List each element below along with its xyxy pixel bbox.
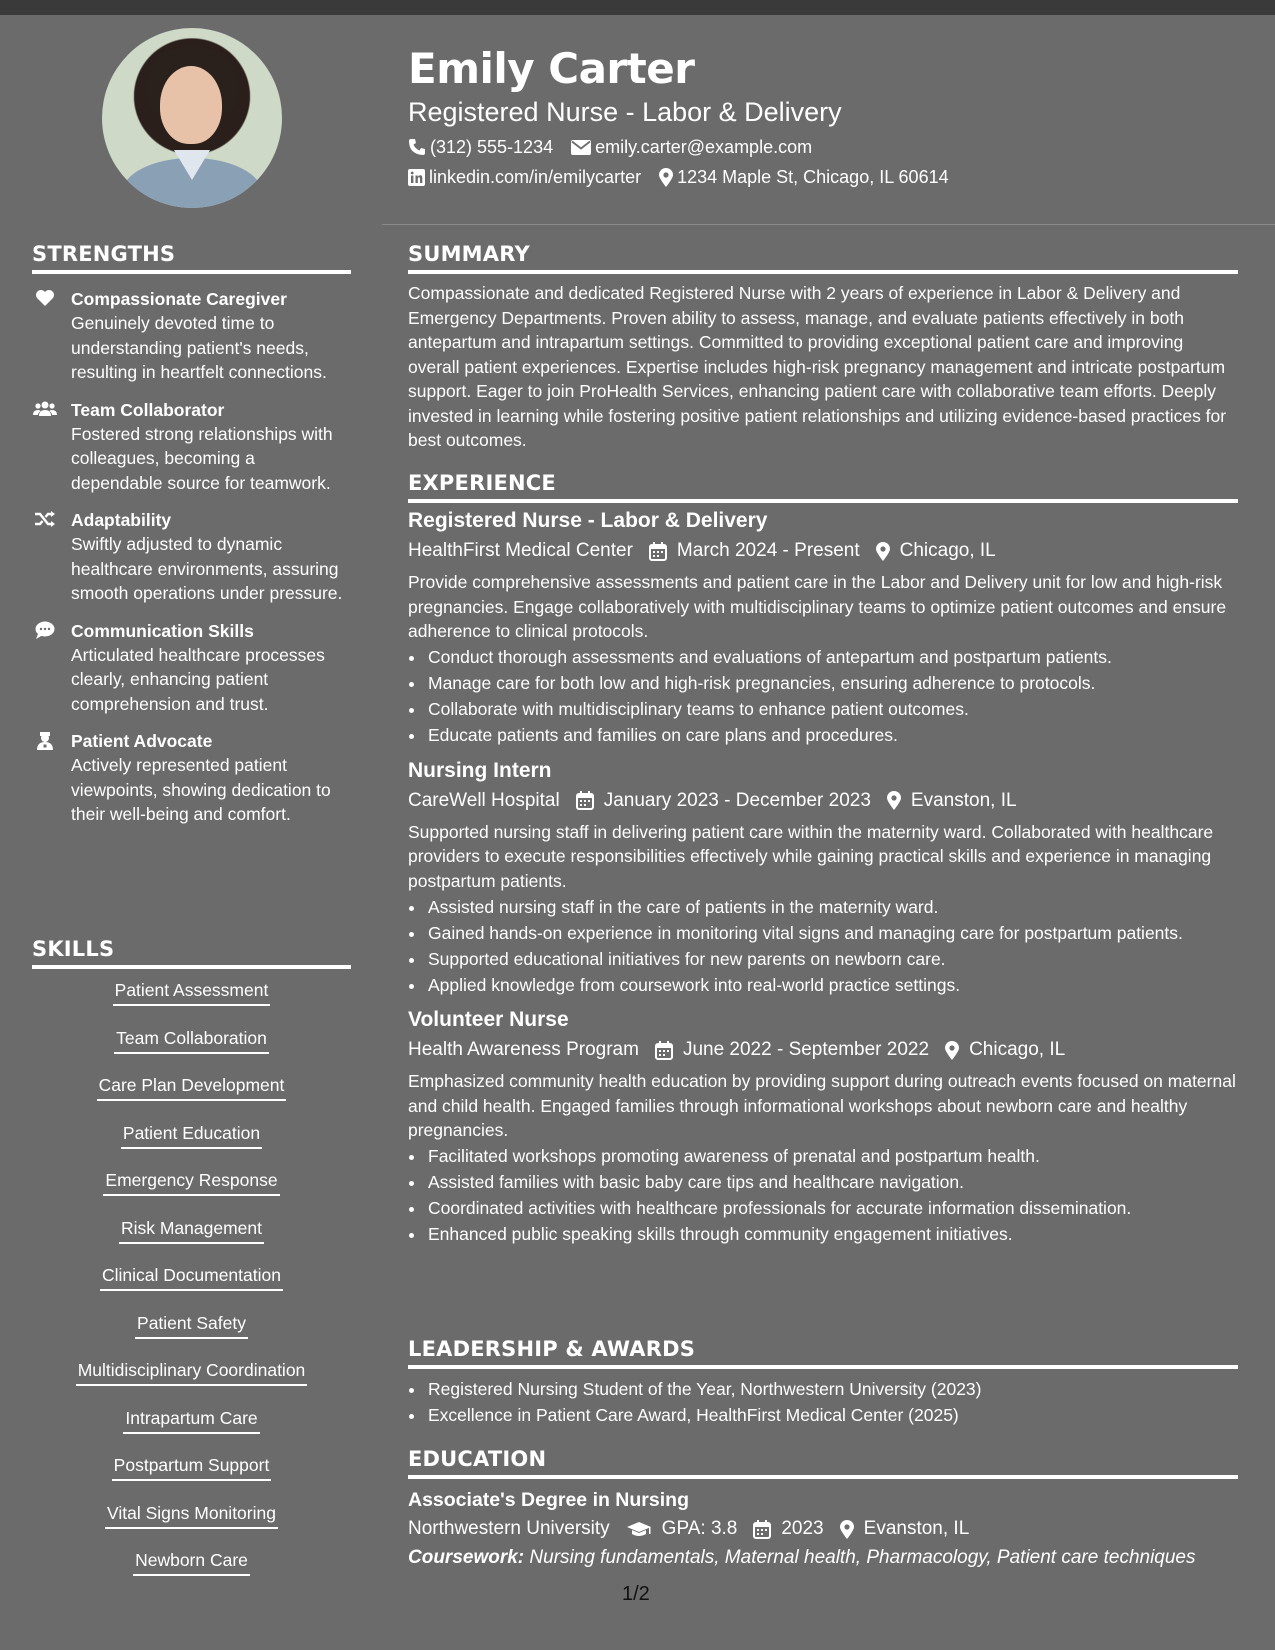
map-marker-icon — [840, 1520, 854, 1539]
list-item: • Supported educational initiatives for new parents on newborn care. — [426, 947, 1238, 972]
list-item: • Registered Nursing Student of the Year, Northwestern University (2023) — [426, 1377, 1238, 1402]
linkedin-contact[interactable] — [408, 165, 641, 189]
map-marker-icon — [659, 168, 673, 187]
strength-title: Adaptability — [71, 510, 172, 530]
users-icon — [32, 399, 58, 419]
phone-contact[interactable] — [408, 135, 553, 159]
strength-desc: Fostered strong relationships with colleagues, becoming a dependable source for teamwork. — [71, 423, 333, 493]
graduation-cap-icon — [626, 1521, 652, 1538]
skill-tag: Care Plan Development — [32, 1074, 351, 1101]
list-item: • Coordinated activities with healthcare professionals for accurate information dissemination. — [426, 1196, 1238, 1221]
skill-tag: Newborn Care — [32, 1549, 351, 1576]
job-description: Provide comprehensive assessments and patient care in the Labor and Delivery unit for low and high-risk pregnancies. Engage collaboratively with multidisciplinary teams to optimize patient outcomes and ensure adherence to clinical protocols. — [408, 572, 1227, 641]
user-nurse-icon — [32, 730, 58, 750]
skill-tag: Emergency Response — [32, 1169, 351, 1196]
strength-item — [32, 287, 351, 385]
skills-section — [32, 937, 351, 1597]
address-contact — [659, 165, 949, 189]
job-org: Health Awareness Program — [408, 1039, 639, 1060]
list-item: • Assisted families with basic baby care tips and healthcare navigation. — [426, 1170, 1238, 1195]
skill-tag: Team Collaboration — [32, 1027, 351, 1054]
skill-tag: Patient Assessment — [32, 979, 351, 1006]
strength-desc: Swiftly adjusted to dynamic healthcare environments, assuring smooth operations under pressure. — [71, 534, 343, 603]
skill-tag: Intrapartum Care — [32, 1407, 351, 1434]
job-location: Chicago, IL — [969, 1039, 1066, 1060]
list-item: • Enhanced public speaking skills through community engagement initiatives. — [426, 1222, 1238, 1247]
skill-tag: Risk Management — [32, 1217, 351, 1244]
shuffle-icon — [32, 509, 58, 529]
awards-list — [408, 1377, 1238, 1428]
strength-desc: Articulated healthcare processes clearly, enhancing patient comprehension and trust. — [71, 644, 325, 714]
skill-tag: Clinical Documentation — [32, 1264, 351, 1291]
job-org: HealthFirst Medical Center — [408, 540, 633, 561]
map-marker-icon — [887, 791, 901, 810]
avatar — [102, 28, 282, 208]
header-divider — [382, 224, 1275, 225]
gpa: GPA: 3.8 — [661, 1518, 738, 1539]
job-org: CareWell Hospital — [408, 789, 560, 811]
strength-desc: Genuinely devoted time to understanding patient's needs, resulting in heartfelt connections. — [71, 313, 327, 382]
skill-tag: Postpartum Support — [32, 1454, 351, 1481]
coursework-label: Coursework: — [408, 1547, 525, 1568]
envelope-icon — [571, 140, 591, 155]
list-item: • Excellence in Patient Care Award, HealthFirst Medical Center (2025) — [426, 1403, 1238, 1428]
strength-desc: Actively represented patient viewpoints, showing dedication to their well-being and comfort. — [71, 755, 331, 824]
job-entry — [408, 507, 1238, 748]
job-title: Volunteer Nurse — [408, 1008, 569, 1031]
strength-title: Patient Advocate — [71, 731, 213, 751]
awards-section — [408, 1337, 1238, 1429]
summary-title: SUMMARY — [408, 242, 1238, 274]
linkedin-url: linkedin.com/in/emilycarter — [429, 167, 642, 187]
list-item: • Collaborate with multidisciplinary teams to enhance patient outcomes. — [426, 697, 1238, 722]
heart-icon — [32, 288, 58, 308]
strength-title: Team Collaborator — [71, 399, 225, 420]
list-item: • Manage care for both low and high-risk pregnancies, ensuring adherence to protocols. — [426, 671, 1238, 696]
job-bullets — [408, 645, 1238, 748]
list-item: • Applied knowledge from coursework into real-world practice settings. — [426, 973, 1238, 998]
skill-tag: Multidisciplinary Coordination — [32, 1359, 351, 1386]
awards-title: LEADERSHIP & AWARDS — [408, 1337, 1238, 1369]
list-item: • Educate patients and families on care plans and procedures. — [426, 723, 1238, 748]
list-item: • Assisted nursing staff in the care of patients in the maternity ward. — [426, 895, 1238, 920]
strengths-title: STRENGTHS — [32, 242, 351, 274]
job-location: Evanston, IL — [910, 789, 1017, 811]
experience-section — [408, 471, 1238, 1248]
phone-icon — [408, 138, 426, 156]
strength-item — [32, 619, 351, 717]
job-location: Chicago, IL — [899, 540, 996, 561]
calendar-icon — [753, 1520, 771, 1539]
job-bullets — [408, 1144, 1238, 1247]
education-section — [408, 1447, 1238, 1570]
list-item: • Gained hands-on experience in monitoring vital signs and managing care for postpartum patients. — [426, 921, 1238, 946]
school-location: Evanston, IL — [863, 1518, 970, 1539]
strength-title: Communication Skills — [71, 620, 254, 641]
job-dates: January 2023 - December 2023 — [603, 789, 871, 811]
top-bar — [0, 0, 1275, 15]
school-name: Northwestern University — [408, 1518, 610, 1539]
candidate-role: Registered Nurse - Labor & Delivery — [408, 97, 842, 127]
summary-text: Compassionate and dedicated Registered Nurse with 2 years of experience in Labor & Delivery and Emergency Departments. Proven ability to assess, manage, and evaluate patients effectively in both antepartum and intrapartum settings. Committed to providing exceptional patient care and improving overall patient experiences. Expertise includes high-risk pregnancy management and intricate postpartum support. Eager to join ProHealth Services, enhancing patient care with collaborative team efforts. Deeply invested in learning while fostering positive patient relationships and utilizing evidence-based practices for best outcomes. — [408, 283, 1227, 450]
strength-item — [32, 508, 351, 606]
calendar-icon — [649, 542, 667, 561]
map-marker-icon — [945, 1041, 959, 1060]
page-indicator: 1/2 — [622, 1583, 650, 1605]
email-address: emily.carter@example.com — [595, 137, 813, 157]
job-entry — [408, 1006, 1238, 1247]
candidate-name: Emily Carter — [408, 44, 695, 93]
strength-title: Compassionate Caregiver — [71, 289, 287, 309]
degree-title: Associate's Degree in Nursing — [408, 1489, 689, 1511]
job-dates: June 2022 - September 2022 — [682, 1039, 930, 1060]
job-title: Nursing Intern — [408, 758, 552, 782]
experience-title: EXPERIENCE — [408, 471, 1238, 503]
strengths-section — [32, 242, 351, 827]
job-title: Registered Nurse - Labor & Delivery — [408, 509, 768, 532]
strength-item — [32, 398, 351, 496]
strength-item — [32, 729, 351, 827]
comment-icon — [32, 620, 58, 640]
calendar-icon — [655, 1041, 673, 1060]
skills-title: SKILLS — [32, 937, 351, 969]
skill-tag: Vital Signs Monitoring — [32, 1502, 351, 1529]
job-description: Emphasized community health education by providing support during outreach events focused on maternal and child health. Engaged families through informational workshops about newborn care and healthy pregnancies. — [408, 1071, 1236, 1140]
skill-tag: Patient Education — [32, 1122, 351, 1149]
job-description: Supported nursing staff in delivering patient care within the maternity ward. Collaborated with healthcare providers to execute responsibilities effectively while gaining practical skills and experience in managing postpartum patients. — [408, 821, 1214, 891]
resume-header — [408, 43, 1238, 189]
education-title: EDUCATION — [408, 1447, 1238, 1479]
job-entry — [408, 757, 1238, 998]
coursework-list: Nursing fundamentals, Maternal health, Pharmacology, Patient care techniques — [529, 1547, 1196, 1568]
job-dates: March 2024 - Present — [676, 540, 860, 561]
address: 1234 Maple St, Chicago, IL 60614 — [677, 167, 949, 187]
job-bullets — [408, 895, 1238, 998]
summary-section — [408, 242, 1238, 453]
calendar-icon — [576, 791, 594, 810]
skill-tag: Patient Safety — [32, 1312, 351, 1339]
list-item: • Facilitated workshops promoting awareness of prenatal and postpartum health. — [426, 1144, 1238, 1169]
email-contact[interactable] — [571, 135, 812, 159]
map-marker-icon — [876, 542, 890, 561]
list-item: • Conduct thorough assessments and evaluations of antepartum and postpartum patients. — [426, 645, 1238, 670]
linkedin-icon — [408, 169, 425, 186]
phone-number: (312) 555-1234 — [430, 137, 554, 157]
graduation-year: 2023 — [781, 1518, 824, 1539]
resume-page — [0, 15, 1275, 1650]
coursework — [408, 1546, 1238, 1570]
